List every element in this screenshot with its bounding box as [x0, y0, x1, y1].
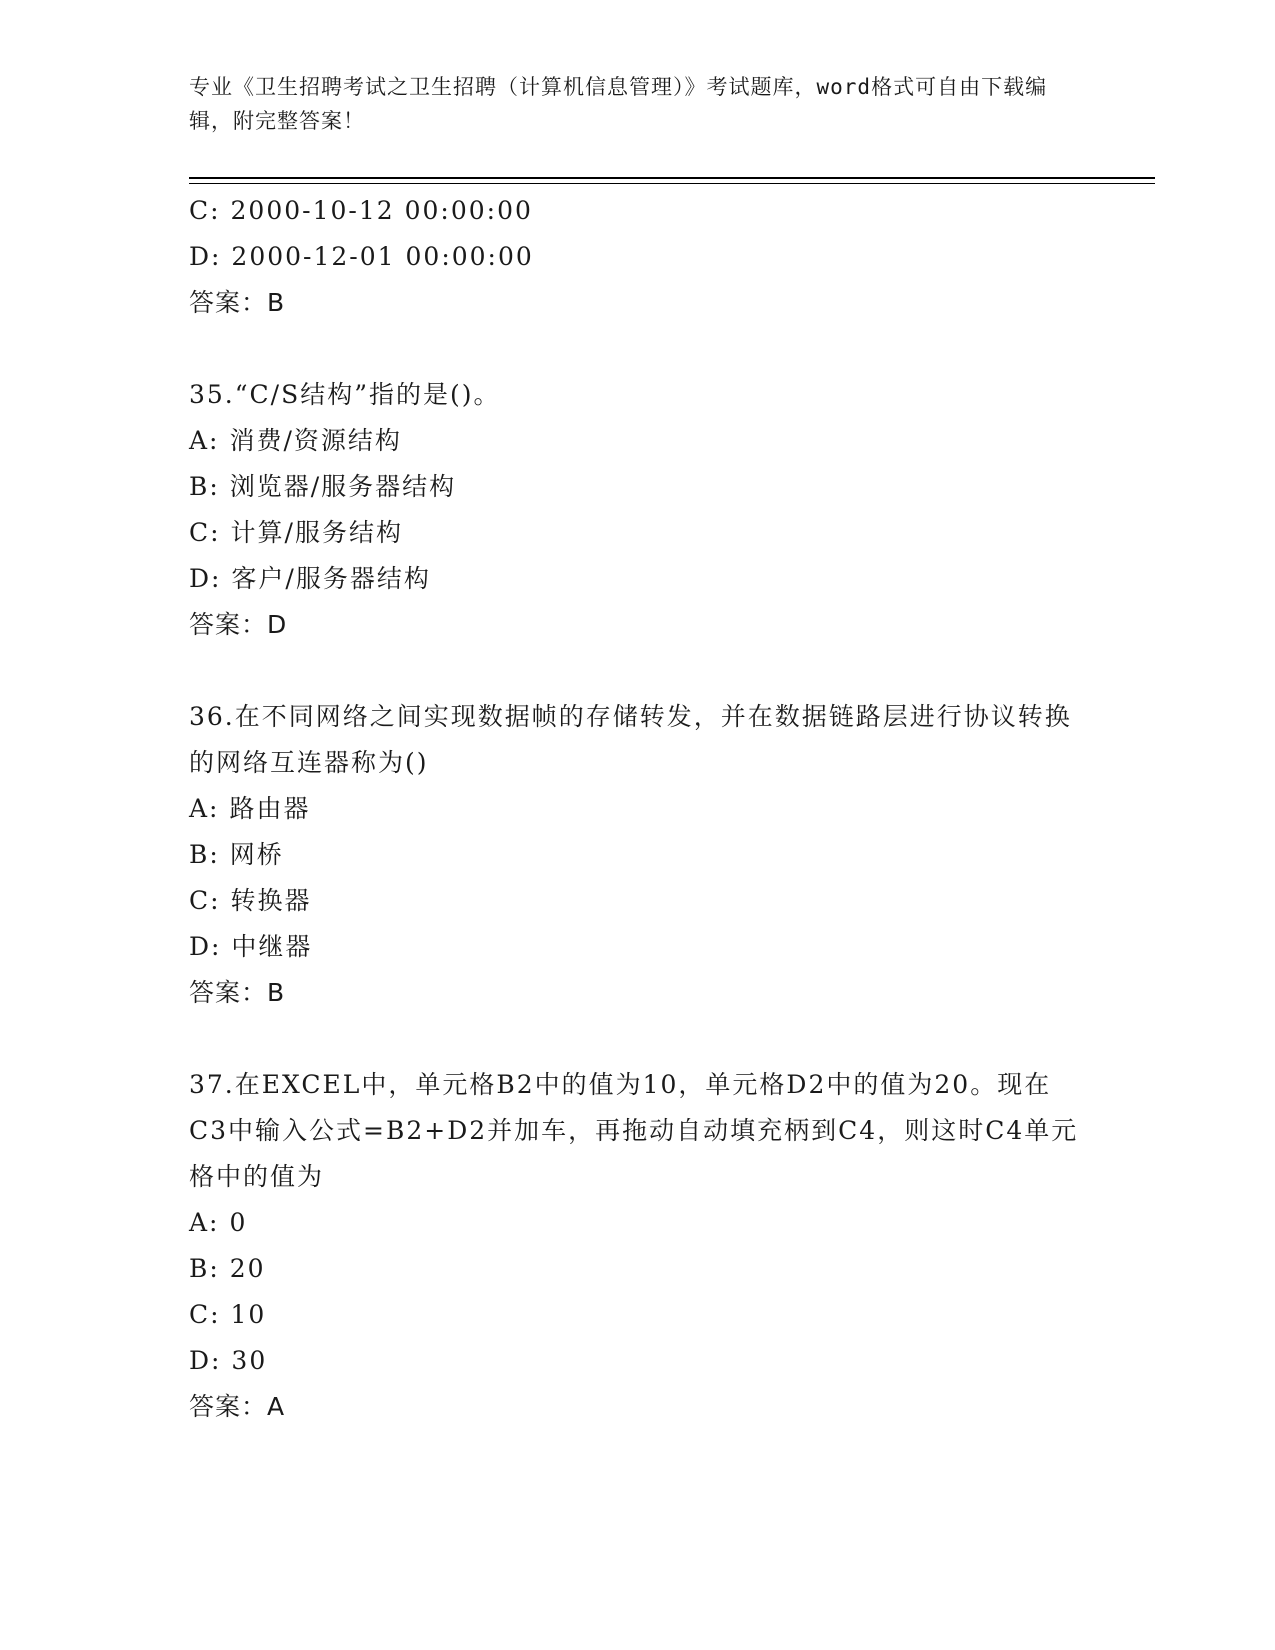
- option-b: B: 浏览器/服务器结构: [189, 472, 457, 501]
- question-list: [189, 188, 1089, 1430]
- option-c: C: 计算/服务结构: [189, 518, 403, 547]
- question-text: 36.在不同网络之间实现数据帧的存储转发，并在数据链路层进行协议转换的网络互连器称为(): [189, 702, 1072, 777]
- question-text: 37.在EXCEL中，单元格B2中的值为10，单元格D2中的值为20。现在C3中输入公式=B2+D2并加车，再拖动自动填充柄到C4，则这时C4单元格中的值为: [189, 1070, 1079, 1191]
- header-rule-thin: [189, 183, 1155, 184]
- option-b: B: 网桥: [189, 840, 284, 869]
- option-c: C: 转换器: [189, 886, 312, 915]
- answer: 答案：B: [189, 978, 286, 1007]
- answer: 答案：B: [189, 288, 286, 317]
- option-a: A: 0: [189, 1208, 248, 1237]
- option-d: D: 中继器: [189, 932, 313, 961]
- question-text: 35.“C/S结构”指的是()。: [189, 380, 501, 409]
- option-b: B: 20: [189, 1254, 266, 1283]
- option-a: A: 消费/资源结构: [189, 426, 402, 455]
- option-d: D: 客户/服务器结构: [189, 564, 431, 593]
- question-36: [189, 694, 1089, 1016]
- question-37: [189, 1062, 1089, 1430]
- option-c: C: 10: [189, 1300, 267, 1329]
- option-d: D: 30: [189, 1346, 268, 1375]
- question-35: [189, 372, 1089, 648]
- header-rule-thick: [189, 177, 1155, 179]
- option-d: D: 2000-12-01 00:00:00: [189, 242, 534, 271]
- option-c: C: 2000-10-12 00:00:00: [189, 196, 533, 225]
- question-34: [189, 188, 1089, 326]
- answer: 答案：A: [189, 1392, 286, 1421]
- answer: 答案：D: [189, 610, 288, 639]
- document-header: 专业《卫生招聘考试之卫生招聘（计算机信息管理）》考试题库，word格式可自由下载编辑，附完整答案！: [189, 75, 1048, 133]
- option-a: A: 路由器: [189, 794, 311, 823]
